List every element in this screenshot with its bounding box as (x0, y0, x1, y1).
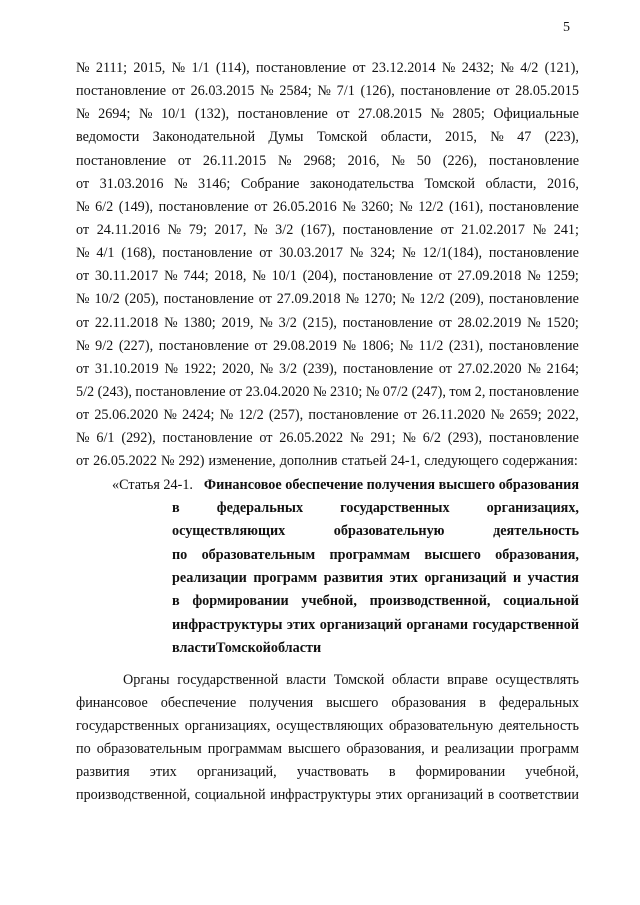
intro-line: от 26.05.2022 № 292) изменение, дополнив статьей 24-1, следующего содержания: (76, 453, 578, 470)
article-heading-line: осуществляющих образовательную деятельность (172, 523, 579, 540)
article-heading-line: власти Томской области (172, 640, 322, 657)
paragraph-line: Органы государственной власти Томской области вправе осуществлять (123, 671, 579, 688)
document-body (76, 57, 579, 808)
article-title-line (76, 474, 579, 497)
article-heading-line: в формировании учебной, производственной, социальной (172, 593, 579, 610)
intro-line: № 2694; № 10/1 (132), постановление от 27.08.2015 № 2805; Официальные (76, 106, 579, 123)
article-heading (172, 497, 579, 661)
intro-line: постановление от 26.03.2015 № 2584; № 7/1 (126), постановление от 28.05.2015 (76, 83, 579, 100)
article-heading-line: инфраструктуры этих организаций органами государственной (172, 616, 579, 633)
intro-line: от 31.03.2016 № 3146; Собрание законодательства Томской области, 2016, (76, 175, 579, 192)
article-paragraph (76, 669, 579, 808)
intro-line: постановление от 26.11.2015 № 2968; 2016, № 50 (226), постановление (76, 152, 579, 169)
intro-line: № 9/2 (227), постановление от 29.08.2019 № 1806; № 11/2 (231), постановление (76, 337, 579, 354)
intro-line: № 10/2 (205), постановление от 27.09.2018 № 1270; № 12/2 (209), постановление (76, 291, 579, 308)
intro-line: от 24.11.2016 № 79; 2017, № 3/2 (167), постановление от 21.02.2017 № 241; (76, 221, 579, 238)
intro-line: № 6/1 (292), постановление от 26.05.2022 № 291; № 6/2 (293), постановление (76, 430, 579, 447)
article-heading-line: в федеральных государственных организациях, (172, 499, 579, 516)
article-prefix: «Статья 24-1. (112, 476, 193, 493)
intro-line: от 25.06.2020 № 2424; № 12/2 (257), постановление от 26.11.2020 № 2659; 2022, (76, 407, 579, 424)
page-number: 5 (563, 20, 570, 35)
intro-text (76, 57, 579, 474)
intro-line: от 22.11.2018 № 1380; 2019, № 3/2 (215), постановление от 28.02.2019 № 1520; (76, 314, 579, 331)
intro-line: от 30.11.2017 № 744; 2018, № 10/1 (204), постановление от 27.09.2018 № 1259; (76, 268, 579, 285)
intro-line: от 31.10.2019 № 1922; 2020, № 3/2 (239), постановление от 27.02.2020 № 2164; (76, 360, 579, 377)
paragraph-line: по образовательным программам высшего образования, и реализации программ (76, 741, 579, 758)
article-heading-line: по образовательным программам высшего образования, (172, 546, 579, 563)
intro-line: ведомости Законодательной Думы Томской области, 2015, № 47 (223), (76, 129, 579, 146)
intro-line: 5/2 (243), постановление от 23.04.2020 № 2310; № 07/2 (247), том 2, постановление (76, 383, 579, 400)
intro-line: № 6/2 (149), постановление от 26.05.2016 № 3260; № 12/2 (161), постановление (76, 198, 579, 215)
paragraph-line: развития этих организаций, участвовать в формировании учебной, (76, 764, 579, 781)
paragraph-line: государственных организациях, осуществляющих образовательную деятельность (76, 717, 579, 734)
article-heading-line: реализации программ развития этих организаций и участия (172, 570, 579, 587)
paragraph-line: производственной, социальной инфраструктуры этих организаций в соответствии (76, 787, 579, 804)
paragraph-line: финансовое обеспечение получения высшего образования в федеральных (76, 694, 579, 711)
intro-line: № 2111; 2015, № 1/1 (114), постановление от 23.12.2014 № 2432; № 4/2 (121), (76, 60, 579, 76)
article-heading-first: Финансовое обеспечение получения высшего образования (203, 476, 579, 493)
intro-line: № 4/1 (168), постановление от 30.03.2017 № 324; № 12/1(184), постановление (76, 245, 579, 262)
